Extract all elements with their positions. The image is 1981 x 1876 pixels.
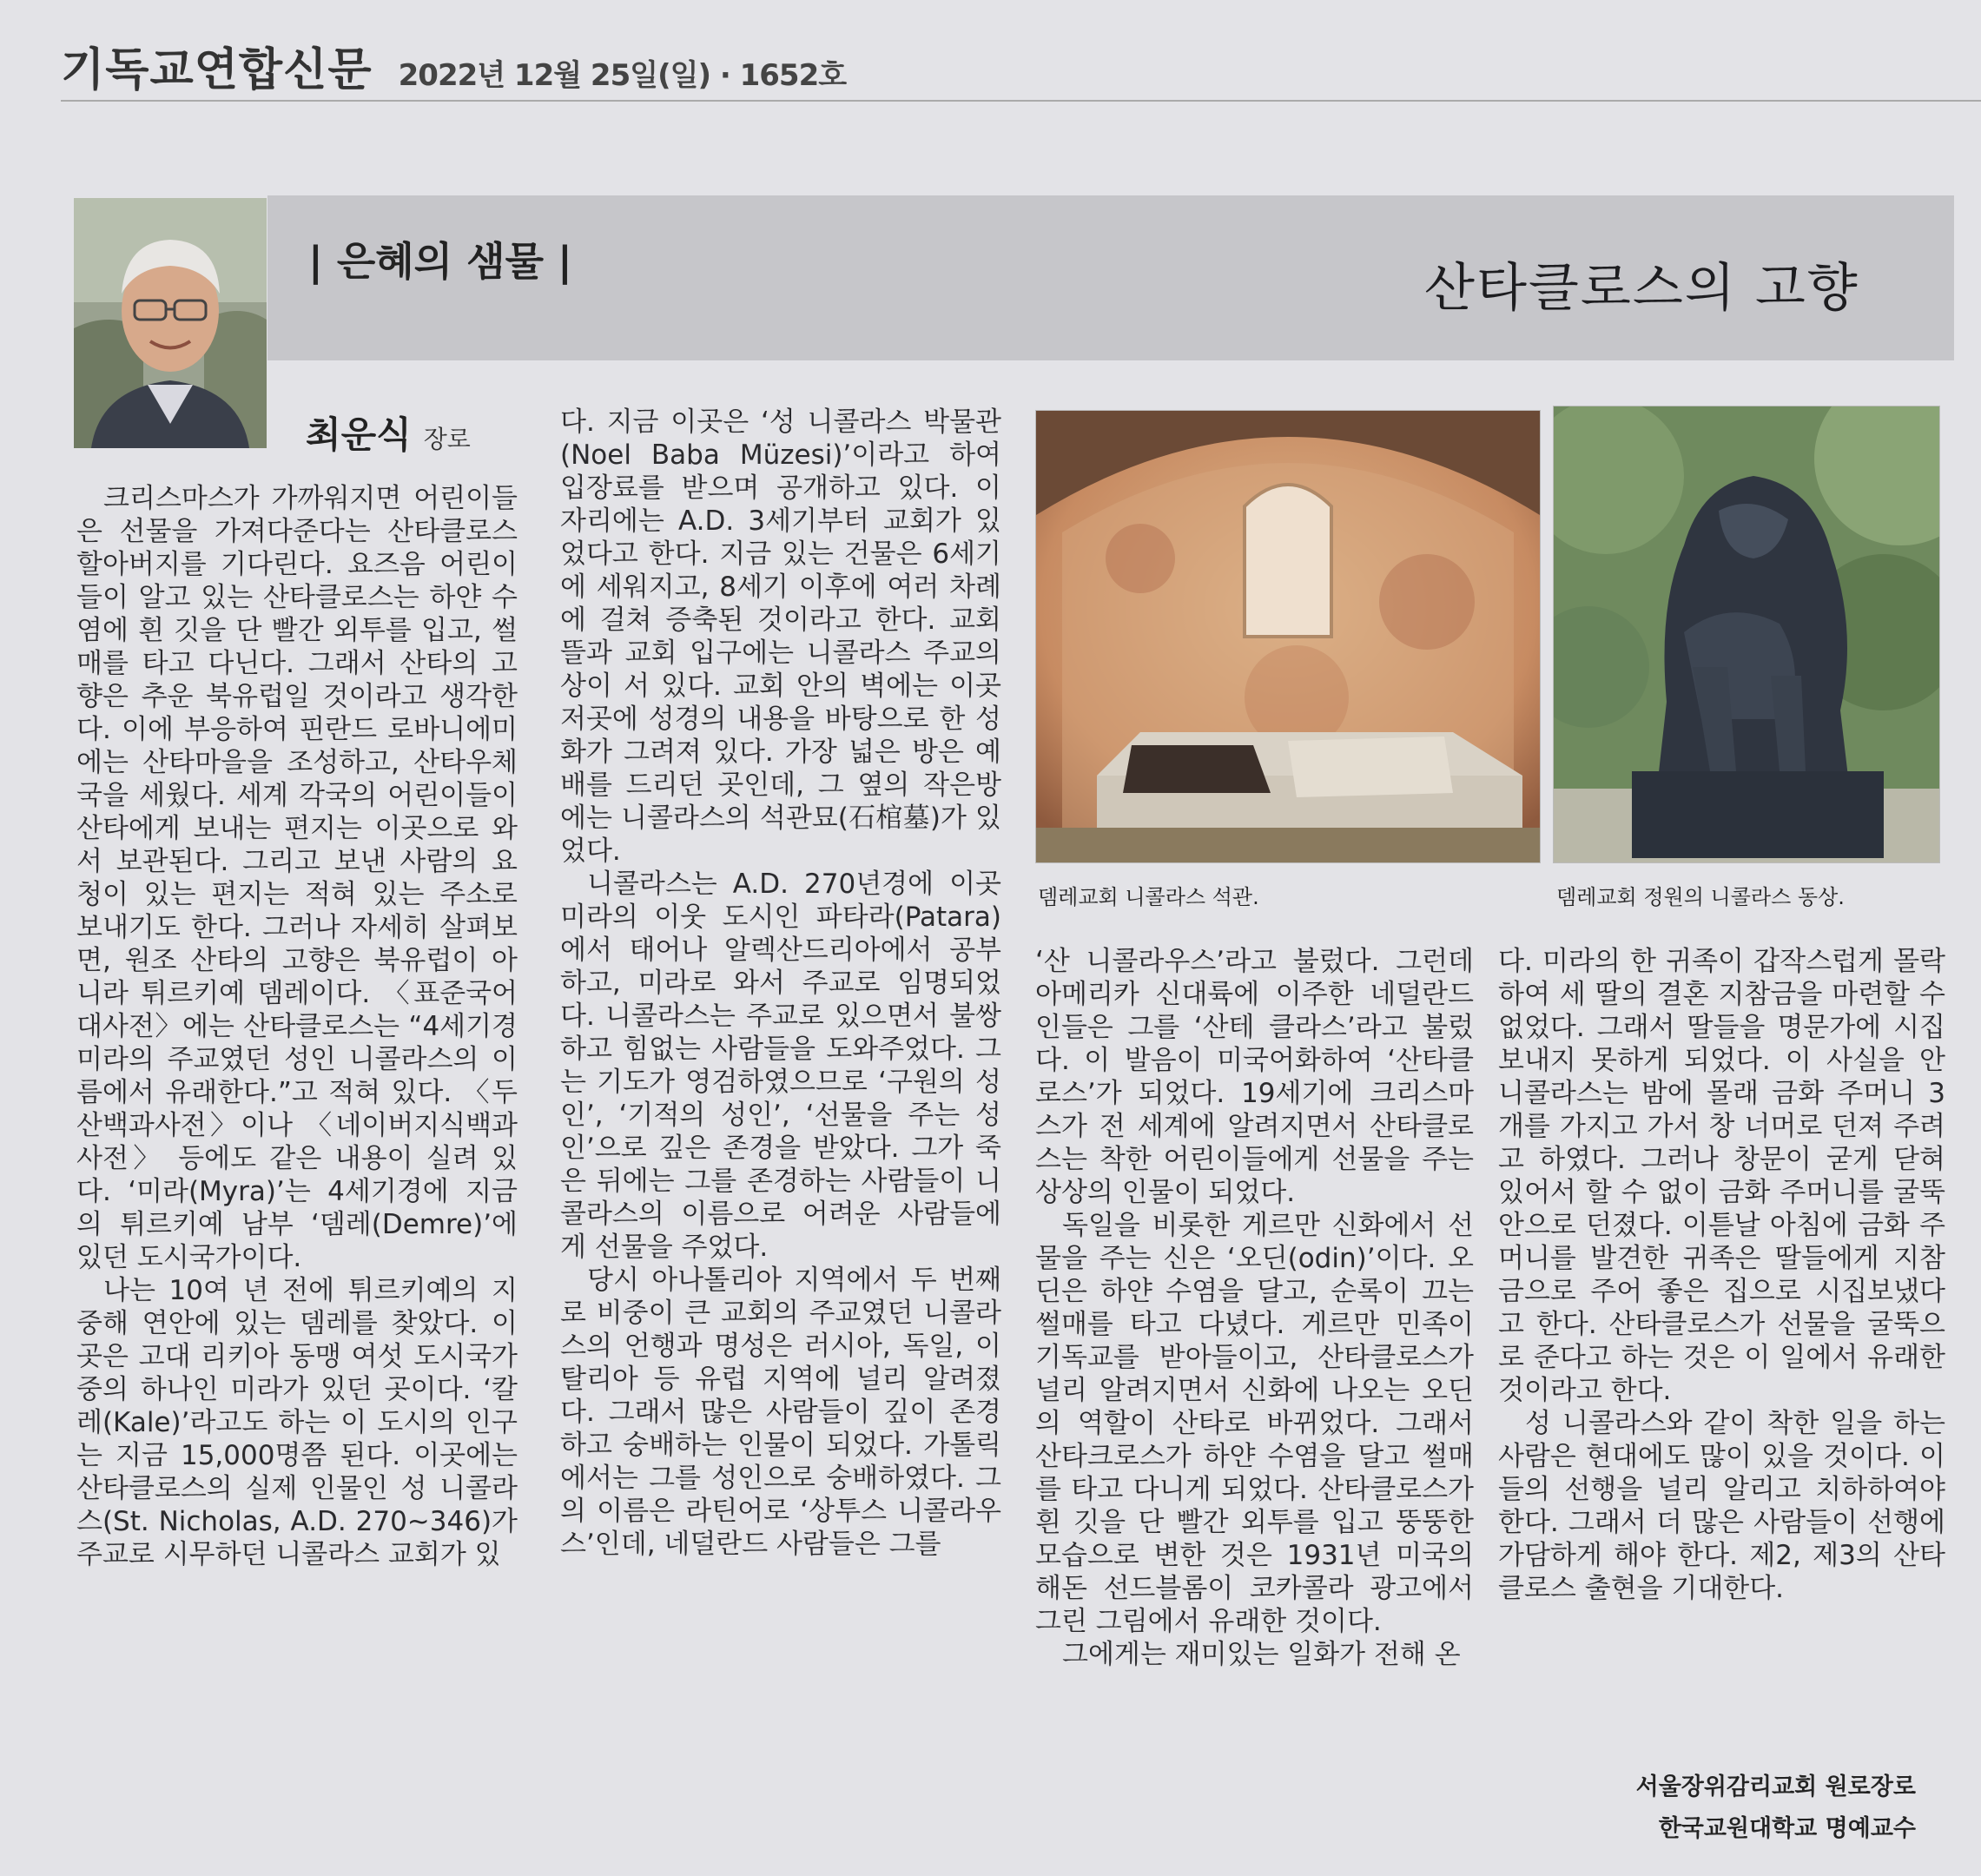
article-column-4 [1498, 945, 1945, 1605]
paragraph: 그에게는 재미있는 일화가 전해 온 [1062, 1639, 1461, 1670]
article-column-3 [1035, 945, 1474, 1671]
paragraph: 성 니콜라스와 같이 착한 일을 하는 사람은 현대에도 많이 있을 것이다. 이들의 선행을 널리 알리고 치하하여야 한다. 그래서 더 많은 사람들이 선행에 가담하게 해야 한다. 제2, 제3의 산타클로스 출현을 기대한다. [1498, 1408, 1945, 1604]
paragraph: ‘산 니콜라우스’라고 불렀다. 그런데 아메리카 신대륙에 이주한 네덜란드인들은 그를 ‘산테 클라스’라고 불렀다. 이 발음이 미국어화하여 ‘산타클로스’가 되었다. 19세기에 크리스마스가 전 세계에 알려지면서 산타클로스는 착한 어린이들에게 선물을 주는 상상의 인물이 되었다. [1035, 946, 1474, 1208]
statue-photo [1553, 406, 1940, 863]
paragraph: 다. 지금 이곳은 ‘성 니콜라스 박물관(Noel Baba Müzesi)’이라고 하여 입장료를 받으며 공개하고 있다. 이 자리에는 A.D. 3세기부터 교회가 있었다고 한다. 지금 있는 건물은 6세기에 세워지고, 8세기 이후에 여러 차례에 걸쳐 증축된 것이라고 한다. 교회 뜰과 교회 입구에는 니콜라스 주교의 상이 서 있다. 교회 안의 벽에는 이곳저곳에 성경의 내용을 바탕으로 한 성화가 그려져 있다. 가장 넓은 방은 예배를 드리던 곳인데, 그 옆의 작은방에는 니콜라스의 석관묘(石棺墓)가 있었다. [560, 406, 1001, 867]
article-column-2 [560, 406, 1001, 1561]
author-portrait [74, 198, 267, 448]
masthead-rule [61, 100, 1981, 102]
sarcophagus-photo [1035, 410, 1541, 863]
paragraph: 니콜라스는 A.D. 270년경에 이곳 미라의 이웃 도시인 파타라(Patara)에서 태어나 알렉산드리아에서 공부하고, 미라로 와서 주교로 임명되었다. 니콜라스는 주교로 있으면서 불쌍하고 힘없는 사람들을 도와주었다. 그는 기도가 영검하였으므로 ‘구원의 성인’, ‘기적의 성인’, ‘선물을 주는 성인’으로 깊은 존경을 받았다. 그가 죽은 뒤에는 그를 존경하는 사람들이 니콜라스의 이름으로 어려운 사람들에게 선물을 주었다. [560, 869, 1001, 1263]
author-affiliation-university: 한국교원대학교 명예교수 [1658, 1815, 1916, 1842]
column-tag: | 은혜의 샘물 | [308, 238, 572, 285]
newspaper-name: 기독교연합신문 [61, 44, 373, 96]
paragraph: 독일을 비롯한 게르만 신화에서 선물을 주는 신은 ‘오딘(odin)’이다. 오딘은 하얀 수염을 달고, 순록이 끄는 썰매를 타고 다녔다. 게르만 민족이 기독교를 받아들이고, 산타클로스가 널리 알려지면서 신화에 나오는 오딘의 역할이 산타로 바뀌었다. 그래서 산타크로스가 하얀 수염을 달고 썰매를 타고 다니게 되었다. 산타클로스가 흰 깃을 단 빨간 외투를 입고 뚱뚱한 모습으로 변한 것은 1931년 미국의 해돈 선드블롬이 코카콜라 광고에서 그린 그림에서 유래한 것이다. [1035, 1210, 1474, 1637]
photo-2-caption: 뎀레교회 정원의 니콜라스 동상. [1556, 885, 1845, 909]
article-headline: 산타클로스의 고향 [1424, 258, 1859, 319]
paragraph: 당시 아나톨리아 지역에서 두 번째로 비중이 큰 교회의 주교였던 니콜라스의 언행과 명성은 러시아, 독일, 이탈리아 등 유럽 지역에 널리 알려졌다. 그래서 많은 사람들이 깊이 존경하고 숭배하는 인물이 되었다. 가톨릭에서는 그를 성인으로 숭배하였다. 그의 이름은 라틴어로 ‘상투스 니콜라우스’인데, 네덜란드 사람들은 그를 [560, 1265, 1001, 1560]
paragraph: 크리스마스가 가까워지면 어린이들은 선물을 가져다준다는 산타클로스 할아버지를 기다린다. 요즈음 어린이들이 알고 있는 산타클로스는 하얀 수염에 흰 깃을 단 빨간 외투를 입고, 썰매를 타고 다닌다. 그래서 산타의 고향은 추운 북유럽일 것이라고 생각한다. 이에 부응하여 핀란드 로바니에미에는 산타마을을 조성하고, 산타우체국을 세웠다. 세계 각국의 어린이들이 산타에게 보내는 편지는 이곳으로 와서 보관된다. 그리고 보낸 사람의 요청이 있는 편지는 적혀 있는 주소로 보내기도 한다. 그러나 자세히 살펴보면, 원조 산타의 고향은 북유럽이 아니라 튀르키예 뎀레이다. 〈표준국어대사전〉에는 산타클로스는 “4세기경 미라의 주교였던 성인 니콜라스의 이름에서 유래한다.”고 적혀 있다. 〈두산백과사전〉이나 〈네이버지식백과사전〉 등에도 같은 내용이 실려 있다. ‘미라(Myra)’는 4세기경에 지금의 튀르키예 남부 ‘뎀레(Demre)’에 있던 도시국가이다. [76, 483, 518, 1273]
author-name: 최운식 [306, 413, 412, 456]
author-byline [306, 406, 471, 459]
paragraph: 다. 미라의 한 귀족이 갑작스럽게 몰락하여 세 딸의 결혼 지참금을 마련할 수 없었다. 그래서 딸들을 명문가에 시집보내지 못하게 되었다. 이 사실을 안 니콜라스는 밤에 몰래 금화 주머니 3개를 가지고 가서 창 너머로 던져 주려고 하였다. 그러나 창문이 굳게 닫혀 있어서 할 수 없이 금화 주머니를 굴뚝 안으로 던졌다. 이튿날 아침에 금화 주머니를 발견한 귀족은 딸들에게 지참금으로 주어 좋은 집으로 시집보냈다고 한다. 산타클로스가 선물을 굴뚝으로 준다고 하는 것은 이 일에서 유래한 것이라고 한다. [1498, 946, 1945, 1406]
author-affiliation-church: 서울장위감리교회 원로장로 [1635, 1774, 1916, 1800]
article-column-1 [76, 482, 518, 1571]
issue-date: 2022년 12월 25일(일) · 1652호 [398, 58, 847, 93]
masthead [61, 33, 846, 94]
paragraph: 나는 10여 년 전에 튀르키예의 지중해 연안에 있는 뎀레를 찾았다. 이곳은 고대 리키아 동맹 여섯 도시국가 중의 하나인 미라가 있던 곳이다. ‘칼레(Kale)’라고도 하는 이 도시의 인구는 지금 15,000명쯤 된다. 이곳에는 산타클로스의 실제 인물인 성 니콜라스(St. Nicholas, A.D. 270~346)가 주교로 시무하던 니콜라스 교회가 있 [76, 1275, 518, 1570]
photo-1-caption: 뎀레교회 니콜라스 석관. [1038, 885, 1259, 909]
author-title: 장로 [423, 425, 471, 453]
